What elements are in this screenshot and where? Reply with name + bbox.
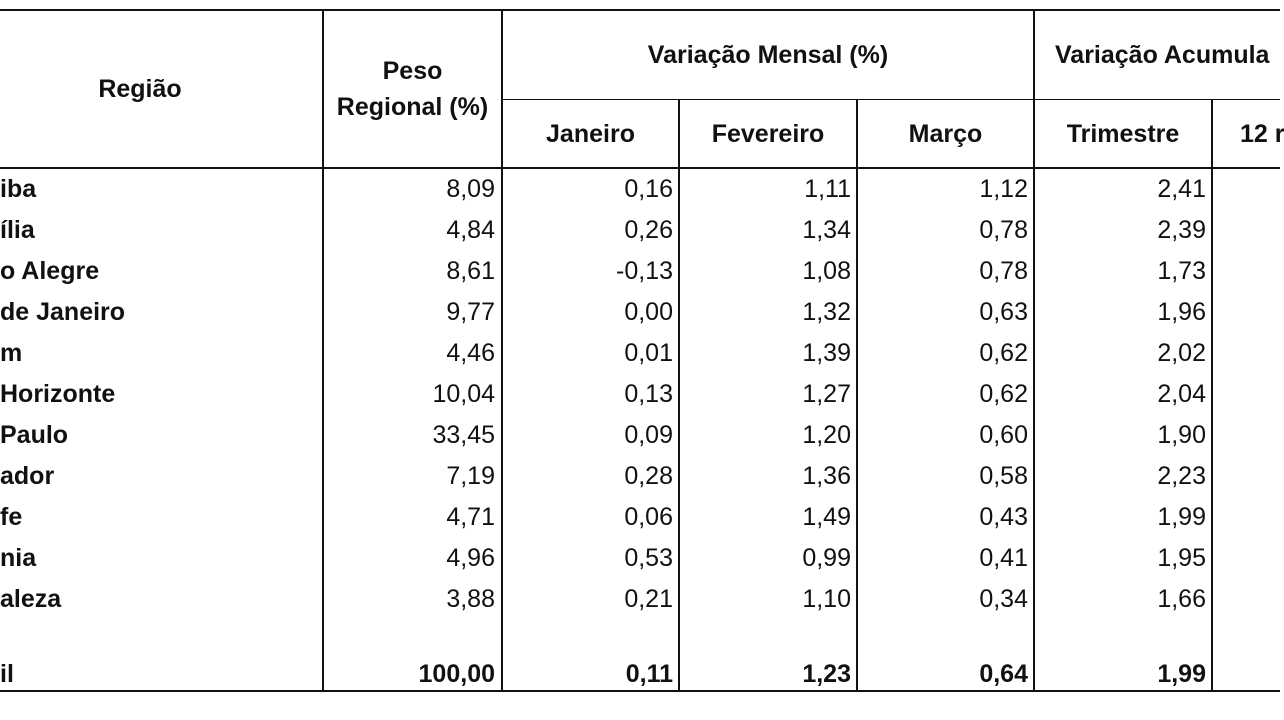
cell-peso: 4,84	[446, 216, 495, 244]
cell-marco: 0,60	[979, 421, 1028, 449]
cell-peso: 7,19	[446, 462, 495, 490]
cell-peso: 4,46	[446, 339, 495, 367]
cell-trimestre: 1,90	[1157, 421, 1206, 449]
cell-fevereiro: 1,32	[802, 298, 851, 326]
header-variacao-acumulada	[1035, 11, 1280, 99]
table-row	[0, 497, 1280, 538]
cell-marco: 0,78	[979, 216, 1028, 244]
cell-trimestre: 2,41	[1157, 175, 1206, 203]
header-variacao-mensal-label: Variação Mensal (%)	[647, 41, 889, 69]
header-trimestre	[1035, 100, 1211, 167]
header-12-meses	[1213, 100, 1284, 167]
header-peso-line2: Regional (%)	[336, 93, 489, 121]
cell-trimestre: 1,99	[1157, 503, 1206, 531]
cell-marco: 0,64	[979, 660, 1028, 688]
cell-peso: 3,88	[446, 585, 495, 613]
header-fevereiro	[680, 100, 856, 167]
cell-trimestre: 2,23	[1157, 462, 1206, 490]
cell-janeiro: 0,01	[624, 339, 673, 367]
cell-regiao: o Alegre	[0, 257, 100, 285]
table-row-total	[0, 654, 1280, 695]
header-marco-label: Março	[908, 119, 983, 148]
cell-regiao: Horizonte	[0, 380, 116, 408]
table-row	[0, 169, 1280, 210]
header-trimestre-label: Trimestre	[1066, 119, 1180, 148]
cell-regiao: il	[0, 660, 14, 688]
cell-janeiro: 0,11	[625, 660, 673, 688]
cell-janeiro: 0,00	[624, 298, 673, 326]
cell-peso: 8,09	[446, 175, 495, 203]
cell-peso: 9,77	[446, 298, 495, 326]
cell-fevereiro: 1,39	[802, 339, 851, 367]
cell-janeiro: 0,16	[624, 175, 673, 203]
table-row	[0, 538, 1280, 579]
table-row	[0, 251, 1280, 292]
cell-peso: 100,00	[418, 660, 495, 688]
cell-fevereiro: 1,11	[804, 175, 851, 203]
cell-janeiro: 0,13	[624, 380, 673, 408]
cell-trimestre: 1,66	[1157, 585, 1206, 613]
cell-fevereiro: 1,36	[802, 462, 851, 490]
cell-trimestre: 1,95	[1157, 544, 1206, 572]
table-row	[0, 579, 1280, 620]
table-row	[0, 292, 1280, 333]
table-row	[0, 415, 1280, 456]
cell-janeiro: 0,26	[624, 216, 673, 244]
cell-janeiro: 0,28	[624, 462, 673, 490]
cell-marco: 0,58	[979, 462, 1028, 490]
cell-fevereiro: 1,27	[802, 380, 851, 408]
table-row	[0, 456, 1280, 497]
cell-peso: 33,45	[432, 421, 495, 449]
header-regiao	[0, 11, 322, 167]
cell-janeiro: 0,53	[624, 544, 673, 572]
cell-fevereiro: 1,10	[802, 585, 851, 613]
cell-trimestre: 1,99	[1157, 660, 1206, 688]
header-variacao-acumulada-label: Variação Acumula	[1055, 41, 1270, 69]
header-fevereiro-label: Fevereiro	[711, 119, 825, 148]
header-12-meses-label: 12 r	[1240, 119, 1284, 148]
cell-trimestre: 2,02	[1157, 339, 1206, 367]
header-marco	[858, 100, 1033, 167]
cell-fevereiro: 1,49	[802, 503, 851, 531]
header-janeiro	[503, 100, 678, 167]
cell-regiao: aleza	[0, 585, 62, 613]
cell-janeiro: -0,13	[616, 257, 673, 285]
cell-trimestre: 2,39	[1157, 216, 1206, 244]
cell-fevereiro: 1,23	[802, 660, 851, 688]
cell-peso: 4,96	[446, 544, 495, 572]
cell-marco: 0,62	[979, 339, 1028, 367]
cell-regiao: fe	[0, 503, 23, 531]
table-row	[0, 374, 1280, 415]
table-row	[0, 333, 1280, 374]
header-regiao-label: Região	[98, 75, 182, 103]
cell-peso: 10,04	[432, 380, 495, 408]
cell-regiao: ador	[0, 462, 55, 490]
cell-fevereiro: 1,34	[802, 216, 851, 244]
cell-regiao: m	[0, 339, 23, 367]
cell-marco: 0,78	[979, 257, 1028, 285]
cell-fevereiro: 1,08	[802, 257, 851, 285]
cell-regiao: iba	[0, 175, 37, 203]
cell-peso: 4,71	[446, 503, 495, 531]
cell-marco: 0,62	[979, 380, 1028, 408]
header-peso-line1: Peso	[382, 57, 443, 85]
cell-marco: 0,63	[979, 298, 1028, 326]
cell-regiao: de Janeiro	[0, 298, 126, 326]
cell-peso: 8,61	[446, 257, 495, 285]
cell-trimestre: 1,96	[1157, 298, 1206, 326]
cell-regiao: ília	[0, 216, 35, 244]
cell-marco: 0,41	[979, 544, 1028, 572]
cell-marco: 0,34	[979, 585, 1028, 613]
header-peso	[324, 11, 501, 167]
cell-fevereiro: 1,20	[802, 421, 851, 449]
cell-trimestre: 1,73	[1157, 257, 1206, 285]
table-row	[0, 210, 1280, 251]
cell-regiao: Paulo	[0, 421, 69, 449]
cell-marco: 1,12	[979, 175, 1028, 203]
cell-trimestre: 2,04	[1157, 380, 1206, 408]
cell-janeiro: 0,21	[624, 585, 673, 613]
cell-regiao: nia	[0, 544, 37, 572]
header-variacao-mensal	[503, 11, 1033, 99]
cell-janeiro: 0,06	[624, 503, 673, 531]
header-janeiro-label: Janeiro	[546, 119, 635, 148]
cell-janeiro: 0,09	[624, 421, 673, 449]
cell-marco: 0,43	[979, 503, 1028, 531]
cell-fevereiro: 0,99	[802, 544, 851, 572]
